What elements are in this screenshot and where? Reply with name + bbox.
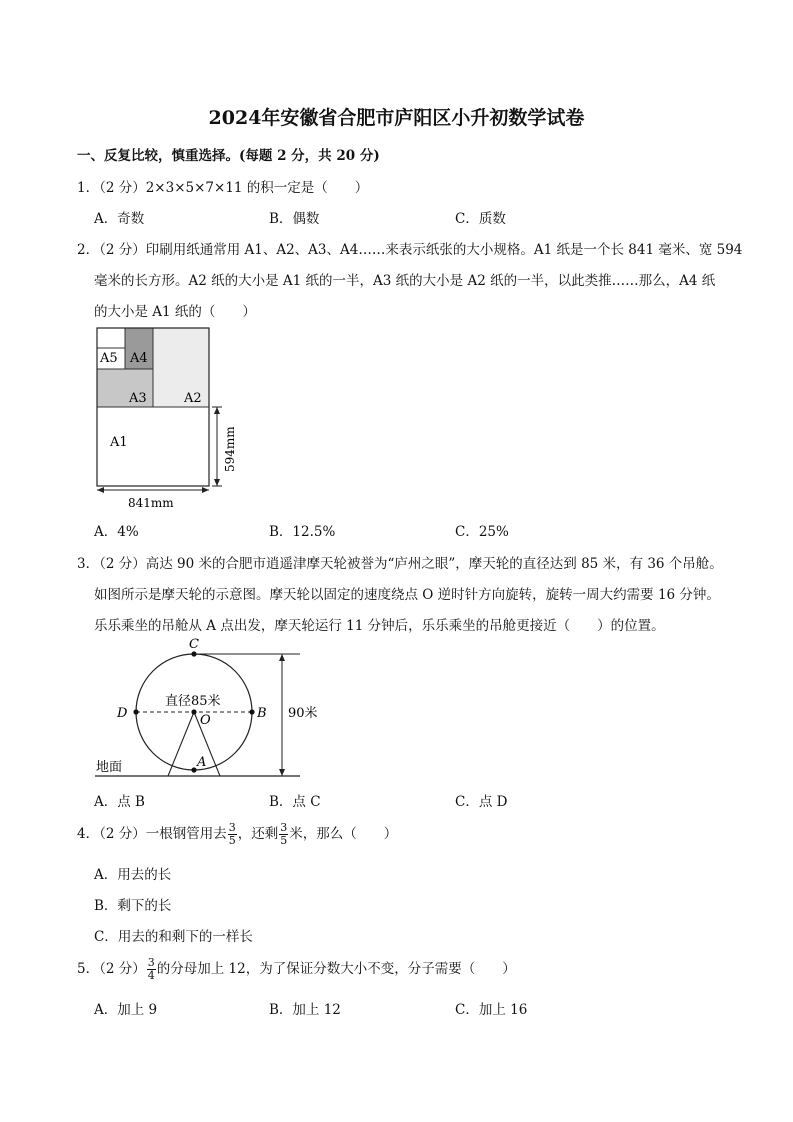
q5-option-c[interactable]: C．加上 16 bbox=[455, 1002, 528, 1018]
q5-suffix: 的分母加上 12，为了保证分数大小不变，分子需要（ ） bbox=[156, 961, 516, 977]
question-2-line-1: 2．（2 分）印刷用纸通常用 A1、A2、A3、A4……来表示纸张的大小规格。A1 纸是一个长 841 毫米、宽 594 bbox=[77, 242, 743, 258]
question-2-line-2: 毫米的长方形。A2 纸的大小是 A1 纸的一半，A3 纸的大小是 A2 纸的一半，以此类推……那么，A4 纸 bbox=[94, 273, 716, 289]
label-b: B bbox=[257, 706, 267, 721]
label-a5: A5 bbox=[100, 351, 118, 366]
question-3-line-2: 如图所示是摩天轮的示意图。摩天轮以固定的速度绕点 O 逆时针方向旋转，旋转一周大约需要 16 分钟。 bbox=[94, 587, 720, 603]
q4-middle: ，还剩 bbox=[237, 826, 279, 842]
question-3-line-1: 3．（2 分）高达 90 米的合肥市逍遥津摩天轮被誉为“庐州之眼”，摩天轮的直径达到 85 米，有 36 个吊舱。 bbox=[77, 556, 723, 572]
q5-prefix: 5．（2 分） bbox=[77, 961, 146, 977]
point-o-dot bbox=[191, 709, 196, 714]
label-a2: A2 bbox=[184, 391, 202, 406]
section-heading: 一、反复比较，慎重选择。(每题 2 分，共 20 分) bbox=[77, 148, 380, 164]
point-b-dot bbox=[249, 709, 254, 714]
question-5-text bbox=[77, 957, 516, 982]
height-dimension-label: 594mm bbox=[223, 426, 237, 472]
q3-option-a[interactable]: A．点 B bbox=[94, 794, 145, 810]
q5-option-b[interactable]: B．加上 12 bbox=[269, 1002, 341, 1018]
label-a: A bbox=[197, 755, 207, 770]
label-c: C bbox=[189, 637, 199, 652]
q4-frac1-denominator: 5 bbox=[228, 834, 236, 847]
q1-option-a[interactable]: A．奇数 bbox=[94, 211, 145, 227]
q4-suffix: 米，那么（ ） bbox=[289, 826, 398, 842]
ground-label: 地面 bbox=[96, 760, 123, 775]
q1-option-b[interactable]: B．偶数 bbox=[269, 211, 320, 227]
question-2-line-3: 的大小是 A1 纸的（ ） bbox=[94, 304, 256, 320]
q2-option-a[interactable]: A．4% bbox=[94, 524, 139, 540]
question-1-text: 1．（2 分）2×3×5×7×11 的积一定是（ ） bbox=[77, 180, 369, 196]
q5-fraction bbox=[147, 957, 156, 982]
q4-frac2-denominator: 5 bbox=[280, 834, 288, 847]
label-a4: A4 bbox=[130, 351, 148, 366]
label-o: O bbox=[200, 713, 211, 728]
label-d: D bbox=[117, 706, 128, 721]
point-c-dot bbox=[191, 651, 196, 656]
question-4-text bbox=[77, 822, 397, 847]
height-label: 90米 bbox=[288, 706, 318, 721]
q2-option-c[interactable]: C．25% bbox=[455, 524, 509, 540]
q5-frac-denominator: 4 bbox=[147, 969, 155, 982]
width-dimension-label: 841mm bbox=[128, 496, 174, 510]
q4-fraction-2 bbox=[279, 822, 288, 847]
q4-frac1-numerator: 3 bbox=[228, 821, 236, 834]
question-3-line-3: 乐乐乘坐的吊舱从 A 点出发，摩天轮运行 11 分钟后，乐乐乘坐的吊舱更接近（ ）的位置。 bbox=[94, 618, 665, 634]
q5-frac-numerator: 3 bbox=[147, 956, 155, 969]
q1-option-c[interactable]: C．质数 bbox=[455, 211, 506, 227]
q4-option-b[interactable]: B．剩下的长 bbox=[94, 898, 172, 914]
q3-option-c[interactable]: C．点 D bbox=[455, 794, 508, 810]
label-a3: A3 bbox=[129, 391, 147, 406]
q4-prefix: 4．（2 分）一根钢管用去 bbox=[77, 826, 227, 842]
q4-frac2-numerator: 3 bbox=[280, 821, 288, 834]
q4-option-c[interactable]: C．用去的和剩下的一样长 bbox=[94, 929, 253, 945]
q2-option-b[interactable]: B．12.5% bbox=[269, 524, 336, 540]
q5-option-a[interactable]: A．加上 9 bbox=[94, 1002, 158, 1018]
ferris-wheel-figure bbox=[90, 635, 330, 780]
diameter-label: 直径85米 bbox=[165, 694, 221, 709]
label-a1: A1 bbox=[110, 435, 128, 450]
point-d-dot bbox=[133, 709, 138, 714]
q4-fraction-1 bbox=[228, 822, 237, 847]
q4-option-a[interactable]: A．用去的长 bbox=[94, 867, 172, 883]
point-a-dot bbox=[191, 767, 196, 772]
q3-option-b[interactable]: B．点 C bbox=[269, 794, 321, 810]
page-title: 2024年安徽省合肥市庐阳区小升初数学试卷 bbox=[208, 107, 585, 129]
paper-size-figure bbox=[90, 322, 250, 514]
